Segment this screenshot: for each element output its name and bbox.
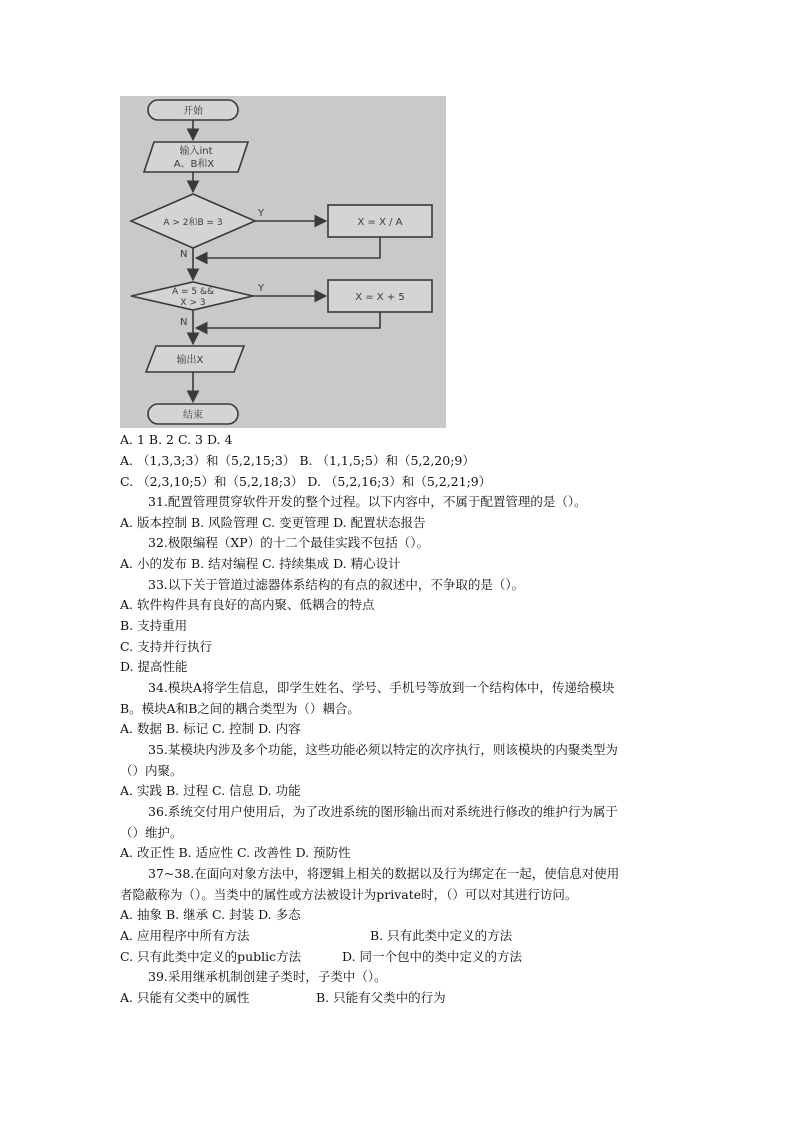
question-36-line-2: （）维护。: [120, 825, 183, 840]
flowchart-no-label-1: N: [180, 249, 188, 260]
flowchart-decision-2-label-2: X > 3: [180, 298, 206, 308]
answer-options-38-cd: [120, 947, 680, 968]
flowchart-decision-2-label-1: A = 5 &&: [171, 287, 215, 297]
option-38-b: B. 只有此类中定义的方法: [370, 928, 513, 943]
question-39: 39.采用继承机制创建子类时，子类中（）。: [148, 969, 387, 984]
flowchart-input-label-1: 输入int: [179, 146, 213, 157]
flowchart-svg: [120, 96, 446, 428]
flowchart-decision-1-label: A > 2和B = 3: [163, 218, 223, 228]
option-38-d: D. 同一个包中的类中定义的方法: [342, 949, 523, 964]
option-33-b: B. 支持重用: [120, 618, 188, 633]
flowchart-end-label: 结束: [183, 410, 203, 421]
question-34-line-2: B。模块A和B之间的耦合类型为（）耦合。: [120, 701, 360, 716]
answer-options-37: A. 抽象 B. 继承 C. 封装 D. 多态: [120, 907, 301, 922]
flowchart-yes-label-1: Y: [258, 208, 265, 219]
question-36-line-1: 36.系统交付用户使用后，为了改进系统的图形输出而对系统进行修改的维护行为属于: [148, 804, 618, 819]
answer-options-34: A. 数据 B. 标记 C. 控制 D. 内容: [120, 721, 301, 736]
question-37-38-line-2: 者隐蔽称为（）。当类中的属性或方法被设计为private时，（）可以对其进行访问。: [120, 887, 578, 902]
flowchart-process-2-label: X = X + 5: [355, 292, 405, 303]
answer-options-35: A. 实践 B. 过程 C. 信息 D. 功能: [120, 783, 301, 798]
answer-options-39-ab: [120, 988, 680, 1009]
answer-options-36: A. 改正性 B. 适应性 C. 改善性 D. 预防性: [120, 845, 351, 860]
option-33-c: C. 支持并行执行: [120, 639, 213, 654]
answer-options-32: A. 小的发布 B. 结对编程 C. 持续集成 D. 精心设计: [120, 556, 401, 571]
option-38-c: C. 只有此类中定义的public方法: [120, 949, 302, 964]
question-31: 31.配置管理贯穿软件开发的整个过程。以下内容中，不属于配置管理的是（）。: [148, 494, 587, 509]
option-39-b: B. 只能有父类中的行为: [316, 990, 446, 1005]
question-32: 32.极限编程（XP）的十二个最佳实践不包括（）。: [148, 535, 429, 550]
option-33-a: A. 软件构件具有良好的高内聚、低耦合的特点: [120, 597, 375, 612]
flowchart-figure: [120, 96, 446, 428]
question-35-line-1: 35.某模块内涉及多个功能，这些功能必须以特定的次序执行，则该模块的内聚类型为: [148, 742, 618, 757]
question-34-line-1: 34.模块A将学生信息，即学生姓名、学号、手机号等放到一个结构体中，传递给模块: [148, 680, 615, 695]
question-37-38-line-1: 37~38.在面向对象方法中，将逻辑上相关的数据以及行为绑定在一起，使信息对使用: [148, 866, 620, 881]
flowchart-yes-label-2: Y: [258, 283, 265, 294]
flowchart-output-label: 输出X: [176, 355, 204, 366]
question-33: 33.以下关于管道过滤器体系结构的有点的叙述中，不争取的是（）。: [148, 577, 525, 592]
answer-options-30a: A. 1 B. 2 C. 3 D. 4: [120, 432, 233, 447]
flowchart-process-1-label: X = X / A: [357, 217, 403, 228]
option-38-a: A. 应用程序中所有方法: [120, 928, 250, 943]
answer-options-38-ab: [120, 926, 680, 947]
answer-options-31: A. 版本控制 B. 风险管理 C. 变更管理 D. 配置状态报告: [120, 515, 426, 530]
answer-options-30b-ab: A. （1,3,3;3）和（5,2,15;3） B. （1,1,5;5）和（5,2,20;9）: [120, 453, 475, 468]
option-39-a: A. 只能有父类中的属性: [120, 990, 250, 1005]
answer-options-30b-cd: C. （2,3,10;5）和（5,2,18;3） D. （5,2,16;3）和（5,2,21;9）: [120, 474, 492, 489]
flowchart-input-label-2: A、B和X: [173, 159, 215, 170]
flowchart-start-label: 开始: [183, 106, 203, 117]
flowchart-no-label-2: N: [180, 317, 188, 328]
option-33-d: D. 提高性能: [120, 659, 188, 674]
question-35-line-2: （）内聚。: [120, 763, 183, 778]
